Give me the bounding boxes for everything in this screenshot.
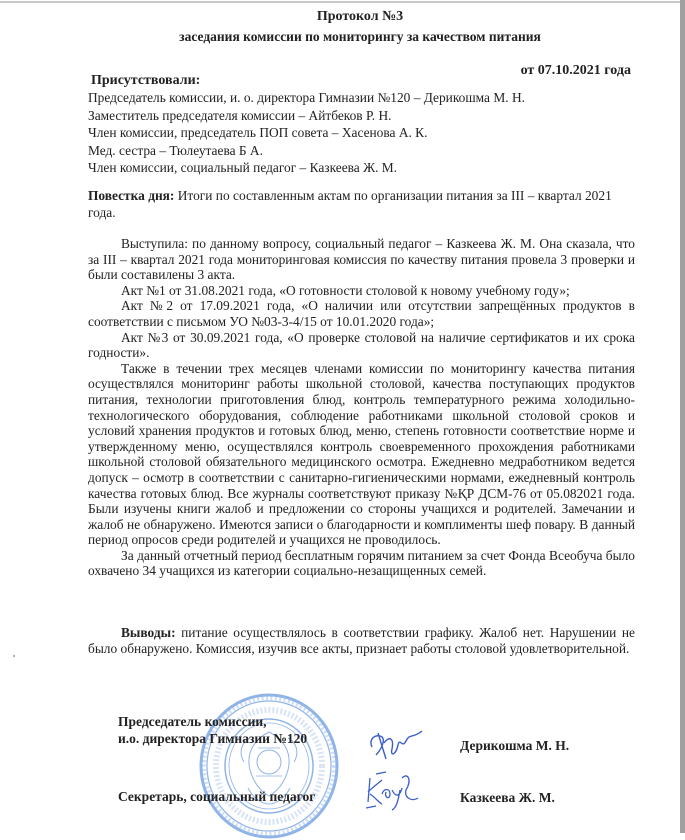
right-scroll-edge (680, 0, 685, 833)
document-date: от 07.10.2021 года (520, 63, 631, 78)
present-member: Председатель комиссии, и. о. директора Гимназии №120 – Дерикошма М. Н. (88, 90, 525, 105)
conclusions-section (88, 625, 635, 656)
act-item: Акт №1 от 31.08.2021 года, «О готовности столовой к новому учебному году»; (121, 282, 570, 298)
present-member: Член комиссии, социальный педагог – Казкеева Ж. М. (88, 160, 398, 176)
conclusions-text: питание осуществлялось в соответствии графику. Жалоб нет. Нарушении не было обнаружено. Комиссия, изучив все акты, признает работы столовой удовлетворительной. (88, 625, 635, 656)
chair-label-line1: Председатель комиссии, (118, 714, 267, 729)
scan-speck (13, 655, 15, 657)
chair-name: Дерикошма М. Н. (460, 738, 570, 753)
present-member: Мед. сестра – Тюлеутаева Б А. (88, 142, 263, 158)
present-member: Член комиссии, председатель ПОП совета – Хасенова А. К. (88, 125, 428, 141)
act-item: Акт №2 от 17.09.2021 года, «О наличии или отсутствии запрещённых продуктов в соответствии с письмом УО №03-3-4/15 от 10.01.2020 года»; (88, 298, 635, 329)
free-meals-paragraph: За данный отчетный период бесплатным горячим питанием за счет Фонда Всеобуча было охвачено 34 учащихся из категории социально-незащищенных семей. (88, 547, 635, 579)
secretary-name: Казкеева Ж. М. (460, 790, 555, 805)
secretary-signature-label: Секретарь, социальный педагог (118, 789, 316, 804)
speech-section (88, 236, 635, 579)
act-item: Акт №3 от 30.09.2021 года, «О проверке столовой на наличие сертификатов и их срока годности». (88, 329, 635, 361)
present-heading: Присутствовали: (91, 73, 201, 88)
chair-signature-icon (366, 725, 424, 765)
conclusions-label: Выводы: (121, 625, 176, 640)
document-subtitle: заседания комиссии по мониторингу за качеством питания (179, 29, 541, 44)
agenda-section (88, 187, 635, 221)
chair-signature-label (118, 713, 307, 747)
present-member: Заместитель председателя комиссии – Айтбеков Р. Н. (88, 107, 392, 123)
monitoring-paragraph: Также в течении трех месяцев членами комиссии по мониторингу качества питания осуществлялся мониторинг работы школьной столовой, качества поступающих продуктов питания, технологии приготовления блюд, контроль температурного режима холодильно-технологического оборудования, соблюдение работниками школьной столовой сроков и условий хранения продуктов и готовых блюд, меню, степень готовности соответствие норме и утвержденному меню, осуществлялся контроль своевременного прохождения работниками школьной столовой обязательного медицинского осмотра. Ежедневно медработником ведется допуск – осмотр в соответствии с санитарно-гигиеническими нормами, ежедневный контроль качества готовых блюд. Все журналы соответствуют приказу №ҚР ДСМ-76 от 05.082021 года. Были изучены книги жалоб и предложении со стороны учащихся и родителей. Замечании и жалоб не обнаружено. Имеются записи о благодарности и комплименты шеф повару. В данный период опросов среди родителей и учащихся не проводилось. (88, 360, 635, 548)
secretary-signature-icon (362, 768, 422, 812)
present-members-list (88, 89, 635, 177)
speech-intro: Выступила: по данному вопросу, социальный педагог – Казкеева Ж. М. Она сказала, что за III – квартал 2021 года мониторинговая комиссия по качеству питания провела 3 проверки и были составилены 3 акта. (88, 236, 635, 283)
chair-label-line2: и.о. директора Гимназии №120 (118, 731, 308, 746)
document-title: Протокол №3 (316, 9, 404, 24)
agenda-text: Итоги по составленным актам по организации питания за III – квартал 2021 года. (88, 188, 612, 220)
agenda-label: Повестка дня: (88, 188, 175, 203)
